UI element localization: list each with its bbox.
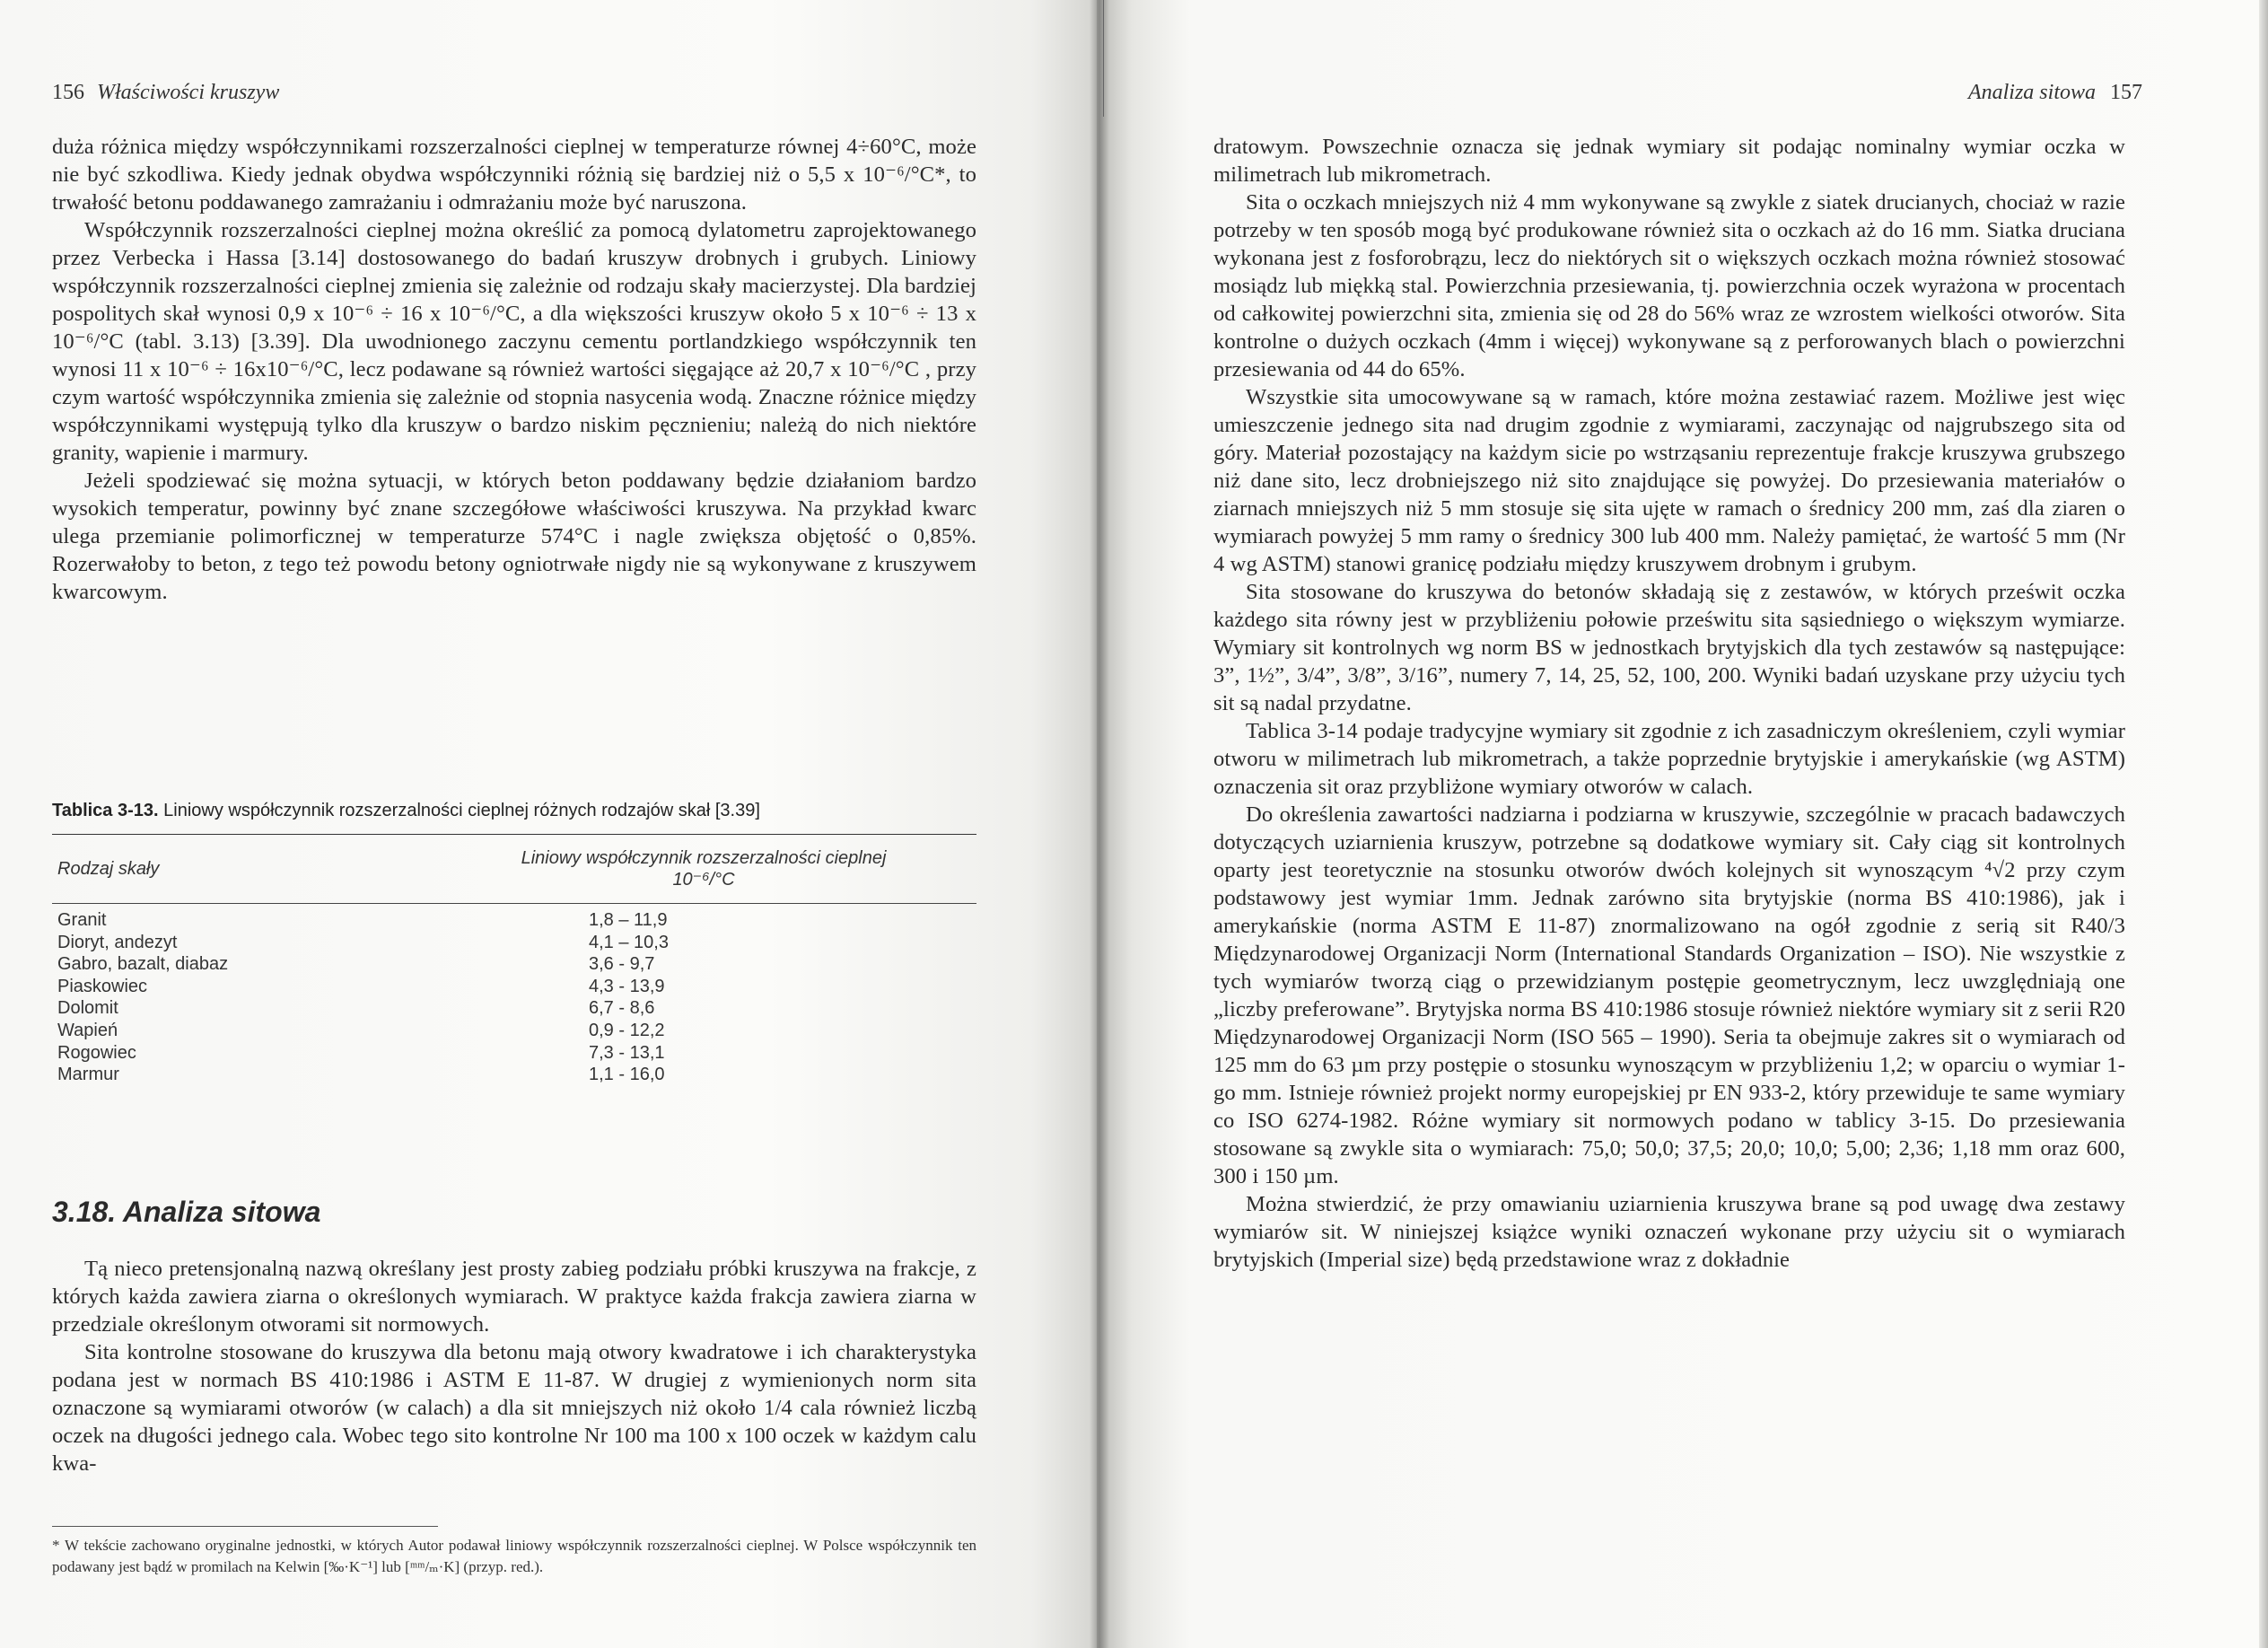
right-paragraph-1: dratowym. Powszechnie oznacza się jednak wymiary sit podając nominalny wymiar oczka w milimetrach lub mikrometrach. <box>1213 135 2125 187</box>
table-cell-rock: Dolomit <box>57 998 118 1019</box>
left-paragraph-5: Sita kontrolne stosowane do kruszywa dla betonu mają otwory kwadratowe i ich charakterystyka podana jest w normach BS 410:1986 i ASTM E 11-87. W drugiej z wymienionych norm sita oznaczone są wymiarami otworów (w calach) a dla sit mniejszych niż około 1/4 cala również liczbą oczek na długości jednego cala. Wobec tego sito kontrolne Nr 100 ma 100 x 100 oczek w każdym calu kwa- <box>52 1340 976 1476</box>
table-cell-rock: Marmur <box>57 1065 119 1085</box>
table-row <box>52 953 976 976</box>
table-cell-value: 3,6 - 9,7 <box>589 954 655 975</box>
table-header <box>52 835 976 903</box>
right-running-title: Analiza sitowa <box>1967 81 2096 104</box>
table-cell-value: 1,1 - 16,0 <box>589 1065 665 1085</box>
left-paragraph-1: duża różnica między współczynnikami rozszerzalności cieplnej w temperaturze równej 4÷60°C, może nie być szkodliwa. Kiedy jednak obydwa współczynniki różnią się bardziej niż o 5,5 x 10⁻⁶/°C*, to trwałość betonu poddawanego zamrażaniu i odmrażaniu może być naruszona. <box>52 135 976 215</box>
footnote-rule <box>52 1526 438 1527</box>
right-page-header <box>1968 81 2142 105</box>
right-paragraph-5: Tablica 3-14 podaje tradycyjne wymiary sit zgodnie z ich zasadniczym określeniem, czyli wymiar otworu w milimetrach lub mikrometrach, a także poprzednie brytyjskie i amerykańskie (wg ASTM) oznaczenia sit oraz przybliżone wymiary otworów w calach. <box>1213 719 2125 799</box>
table-caption-label: Tablica 3-13. <box>52 801 159 820</box>
left-paragraph-3: Jeżeli spodziewać się można sytuacji, w których beton poddawany będzie działaniom bardzo wysokich temperatur, powinny być znane szczegółowe właściwości kruszywa. Na przykład kwarc ulega przemianie polimorficznej w temperaturze 574°C i nagle zwiększa objętość o 0,85%. Rozerwałoby to beton, z tego też powodu betony ogniotrwałe nigdy nie są wykonywane z kruszywem kwarcowym. <box>52 469 976 604</box>
right-paragraph-4: Sita stosowane do kruszywa do betonów składają się z zestawów, w których prześwit oczka każdego sita równy jest w przybliżeniu połowie prześwitu sita sąsiedniego o większym wymiarze. Wymiary sit kontrolnych wg norm BS w jednostkach brytyjskich dla tych zestawów są następujące: 3”, 1½”, 3/4”, 3/8”, 3/16”, numery 7, 14, 25, 52, 100, 200. Wyniki badań uzyskane przy użyciu tych sit są nadal przydatne. <box>1213 580 2125 715</box>
table-cell-value: 4,3 - 13,9 <box>589 976 665 996</box>
left-body-bottom <box>52 1255 976 1477</box>
table-caption-text: Liniowy współczynnik rozszerzalności cieplnej różnych rodzajów skał [3.39] <box>163 801 760 820</box>
table-row <box>52 909 976 932</box>
table-cell-rock: Piaskowiec <box>57 976 148 996</box>
footnote: * W tekście zachowano oryginalne jednostki, w których Autor podawał liniowy współczynnik rozszerzalności cieplnej. W Polsce współczynnik ten podawany jest bądź w promilach na Kelwin [‰·K⁻¹] lub [ᵐᵐ/ₘ·K] (przyp. red.). <box>52 1537 976 1575</box>
table-cell-value: 4,1 – 10,3 <box>589 932 669 952</box>
table-header-coefficient <box>434 847 973 890</box>
right-paragraph-3: Wszystkie sita umocowywane są w ramach, które można zestawiać razem. Możliwe jest więc umieszczenie jednego sita nad drugim zgodnie z wymiarami, zaczynając od najgrubszego sita od góry. Materiał pozostający na każdym sicie po wstrząsaniu reprezentuje frakcje kruszywa grubszego niż dane sito, lecz drobniejszego niż sito znajdujące się powyżej. Do przesiewania materiałów o ziarnach mniejszych niż 5 mm stosuje się sita ujęte w ramach o średnicy 200 mm, zaś dla ziaren o wymiarach powyżej 5 mm ramy o średnicy 300 lub 400 mm. Należy pamiętać, że wartość 5 mm (Nr 4 wg ASTM) stanowi granicę podziału między kruszywem drobnym i grubym. <box>1213 385 2125 576</box>
table-header-coefficient-unit: 10⁻⁶/°C <box>672 870 735 890</box>
table-row <box>52 932 976 954</box>
table-cell-value: 7,3 - 13,1 <box>589 1042 665 1063</box>
right-paragraph-6: Do określenia zawartości nadziarna i podziarna w kruszywie, szczególnie w pracach badawczych dotyczących uziarnienia kruszyw, potrzebne są dodatkowe wymiary sit. Cały ciąg sit kontrolnych oparty jest teoretycznie na stosunku otworów dwóch kolejnych sit wynoszącym ⁴√2 przy czym podstawowy jest wymiar 1mm. Jednak zarówno sita brytyjskie (norma BS 410:1986), jak i amerykańskie (norma ASTM E 11-87) znormalizowano na ogół zgodnie z serią sit R40/3 Międzynarodowej Organizacji Norm (International Standards Organization – ISO). Nie wszystkie z tych wymiarów tworzą ciąg o przewidzianym postępie geometrycznym, lecz uwzględniają one „liczby preferowane”. Brytyjska norma BS 410:1986 stosuje również niektóre wymiary sit z serii R20 Międzynarodowej Organizacji Norm (ISO 565 – 1990). Seria ta obejmuje zakres sit o wymiarach od 125 mm do 63 µm przy postępie o stosunku wynoszącym w przybliżeniu 1,2; w oparciu o wymiar 1-go mm. Istnieje również projekt normy europejskiej pr EN 933-2, który przewiduje te same wymiary co ISO 6274-1982. Różne wymiary sit normowych podano w tablicy 3-15. Do przesiewania stosowane są zwykle sita o wymiarach: 75,0; 50,0; 37,5; 20,0; 10,0; 5,00; 2,36; 1,18 mm oraz 600, 300 i 150 µm. <box>1213 802 2125 1188</box>
table-header-rock: Rodzaj skały <box>57 858 160 879</box>
section-heading: 3.18. Analiza sitowa <box>52 1196 321 1228</box>
right-paragraph-7: Można stwierdzić, że przy omawianiu uziarnienia kruszywa brane są pod uwagę dwa zestawy wymiarów sit. W niniejszej książce wyniki oznaczeń wykonane przy użyciu sit o wymiarach brytyjskich (Imperial size) będą przedstawione wraz z dokładnie <box>1213 1192 2125 1272</box>
right-paragraph-2: Sita o oczkach mniejszych niż 4 mm wykonywane są zwykle z siatek drucianych, chociaż w razie potrzeby w ten sposób mogą być produkowane również sita o oczkach aż do 16 mm. Siatka druciana wykonana jest z fosforobrązu, lecz do niektórych sit o większych oczkach można również stosować mosiądz lub miękką stal. Powierzchnia przesiewania, tj. powierzchnia oczek wyrażona w procentach od całkowitej powierzchni sita, zmienia się od 28 do 56% wraz ze wzrostem wielkości otworów. Sita kontrolne o dużych oczkach (4mm i więcej) wykonywane są z perforowanych blach o powierzchni przesiewania od 44 do 65%. <box>1213 190 2125 381</box>
left-page-header <box>52 81 279 105</box>
table-row <box>52 1042 976 1065</box>
table-cell-value: 1,8 – 11,9 <box>589 910 668 930</box>
right-page-edge <box>2259 0 2268 1648</box>
table-cell-rock: Gabro, bazalt, diabaz <box>57 954 229 975</box>
table-cell-rock: Dioryt, andezyt <box>57 932 178 952</box>
table-cell-rock: Granit <box>57 910 107 930</box>
table-row <box>52 997 976 1020</box>
left-running-title: Właściwości kruszyw <box>97 81 280 104</box>
book-gutter <box>1090 0 1109 1648</box>
table-cell-value: 6,7 - 8,6 <box>589 998 655 1019</box>
right-page-number: 157 <box>2110 81 2142 104</box>
right-body <box>1213 133 2125 1274</box>
table-row <box>52 1020 976 1042</box>
table-cell-rock: Wapień <box>57 1020 118 1040</box>
table-3-13 <box>52 801 976 1086</box>
table-header-coefficient-line1: Liniowy współczynnik rozszerzalności cieplnej <box>521 848 887 868</box>
table-caption <box>52 801 976 821</box>
table-cell-value: 0,9 - 12,2 <box>589 1020 665 1040</box>
left-paragraph-4: Tą nieco pretensjonalną nazwą określany jest prosty zabieg podziału próbki kruszywa na frakcje, z których każda zawiera ziarna o określonych wymiarach. W praktyce każda frakcja zawiera ziarna w przedziale określonym otworami sit normowych. <box>52 1257 976 1337</box>
table-row <box>52 976 976 998</box>
left-paragraph-2: Współczynnik rozszerzalności cieplnej można określić za pomocą dylatometru zaprojektowanego przez Verbecka i Hassa [3.14] dostosowanego do badań kruszyw drobnych i grubych. Liniowy współczynnik rozszerzalności cieplnej zmienia się zależnie od rodzaju skały macierzystej. Dla bardziej pospolitych skał wynosi 0,9 x 10⁻⁶ ÷ 16 x 10⁻⁶/°C, a dla większości kruszyw około 5 x 10⁻⁶ ÷ 13 x 10⁻⁶/°C (tabl. 3.13) [3.39]. Dla uwodnionego zaczynu cementu portlandzkiego współczynnik ten wynosi 11 x 10⁻⁶ ÷ 16x10⁻⁶/°C, lecz podawane są również wartości sięgające aż 20,7 x 10⁻⁶/°C , przy czym wartość współczynnika zmienia się zależnie od stopnia nasycenia wodą. Znaczne różnice między współczynnikami występują tylko dla kruszyw o bardzo niskim pęcznieniu; należą do nich niektóre granity, wapienie i marmury. <box>52 218 976 465</box>
table-cell-rock: Rogowiec <box>57 1042 136 1063</box>
left-page-number: 156 <box>52 81 84 104</box>
table-row <box>52 1064 976 1086</box>
left-body-top <box>52 133 976 606</box>
table-body <box>52 904 976 1086</box>
left-page <box>0 0 1097 1648</box>
